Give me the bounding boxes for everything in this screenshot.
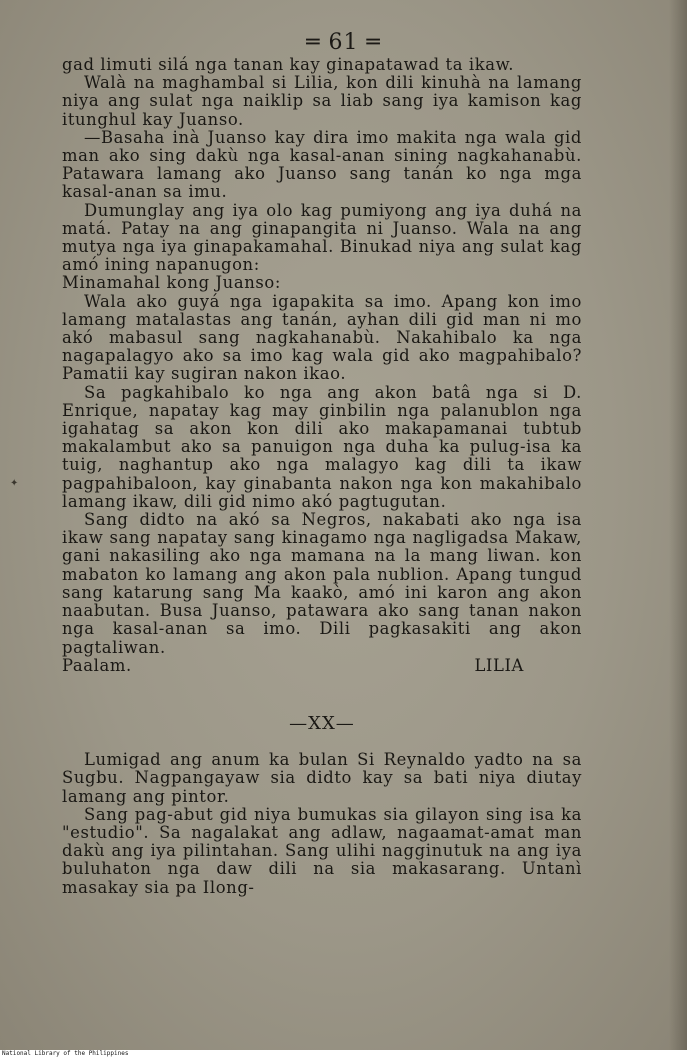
letter-paragraph: Wala ako guyá nga igapakita sa imo. Apang kon imo lamang matalastas ang tanán, ayhan dili gid man ni mo akó mabasul sang nagkahanabù. Nakahibalo ka nga nagapalagyo ako sa imo kag wala gid ako magpahibalo? Pamatii kay sugiran nakon ikao. [62, 291, 582, 384]
library-credit: National Library of the Philippines [0, 1050, 687, 1058]
margin-mark: ✦ [10, 478, 19, 489]
paragraph: Walà na maghambal si Lilia, kon dili kinuhà na lamang niya ang sulat nga naiklip sa liab sang iya kamison kag itunghul kay Juanso. [62, 73, 582, 129]
letter-signature-name: LILIA [474, 655, 524, 675]
paragraph-dialogue: —Basaha inà Juanso kay dira imo makita nga wala gid man ako sing dakù nga kasal-anan sining nagkahanabù. Patawara lamang ako Juanso sang tanán ko nga mga kasal-anan sa imu. [62, 127, 582, 202]
letter-paragraph: Sa pagkahibalo ko nga ang akon batâ nga si D. Enrique, napatay kag may ginbilin nga palanublon nga igahatag sa akon kon dili ako makapamanai tubtub makalambut ako sa panuigon nga duha ka pulug-isa ka tuig, naghantup ako nga malagyo kag dili ta ikaw pagpahibaloon, kay ginabanta nakon nga kon makahibalo lamang ikaw, dili gid nimo akó pagtugutan. [62, 382, 582, 511]
chapter-heading: —XX— [289, 712, 355, 734]
paragraph: Dumunglay ang iya olo kag pumiyong ang iya duhá na matá. Patay na ang ginapangita ni Juanso. Wala na ang mutya nga iya ginapakamahal. Binukad niya ang sulat kag amó ining napanugon: [62, 200, 582, 275]
letter-closing: Paalam. [62, 655, 132, 675]
page-body-text [62, 56, 582, 897]
chapter-paragraph: Lumigad ang anum ka bulan Si Reynaldo yadto na sa Sugbu. Nagpangayaw sia didto kay sa bati niya diutay lamang ang pintor. [62, 750, 582, 806]
letter-paragraph: Sang didto na akó sa Negros, nakabati ako nga isa ikaw sang napatay sang kinagamo nga nagligadsa Makaw, gani nakasiling ako nga mamana na la mang liwan. kon mabaton ko lamang ang akon pala nublion. Apang tungud sang katarung sang Ma kaakò, amó ini karon ang akon naabutan. Busa Juanso, patawara ako sang tanan nakon nga kasal-anan sa imo. Dili pagkasakiti ang akon pagtaliwan. [62, 510, 582, 657]
page-number: ═ 61 ═ [306, 30, 381, 55]
letter-salutation: Minamahal kong Juanso: [62, 273, 281, 293]
paragraph-continuation: gad limuti silá nga tanan kay ginapatawad ta ikaw. [62, 55, 515, 74]
letter-signoff [62, 657, 582, 675]
page-edge-shadow [669, 0, 687, 1050]
chapter-paragraph: Sang pag-abut gid niya bumukas sia gilayon sing isa ka "estudio". Sa nagalakat ang adlaw, nagaamat-amat man dakù ang iya pilintahan. Sang ulihi nagginutuk na ang iya buluhaton nga daw dili na sia makasarang. Untanì masakay sia pa Ilong- [62, 804, 582, 897]
